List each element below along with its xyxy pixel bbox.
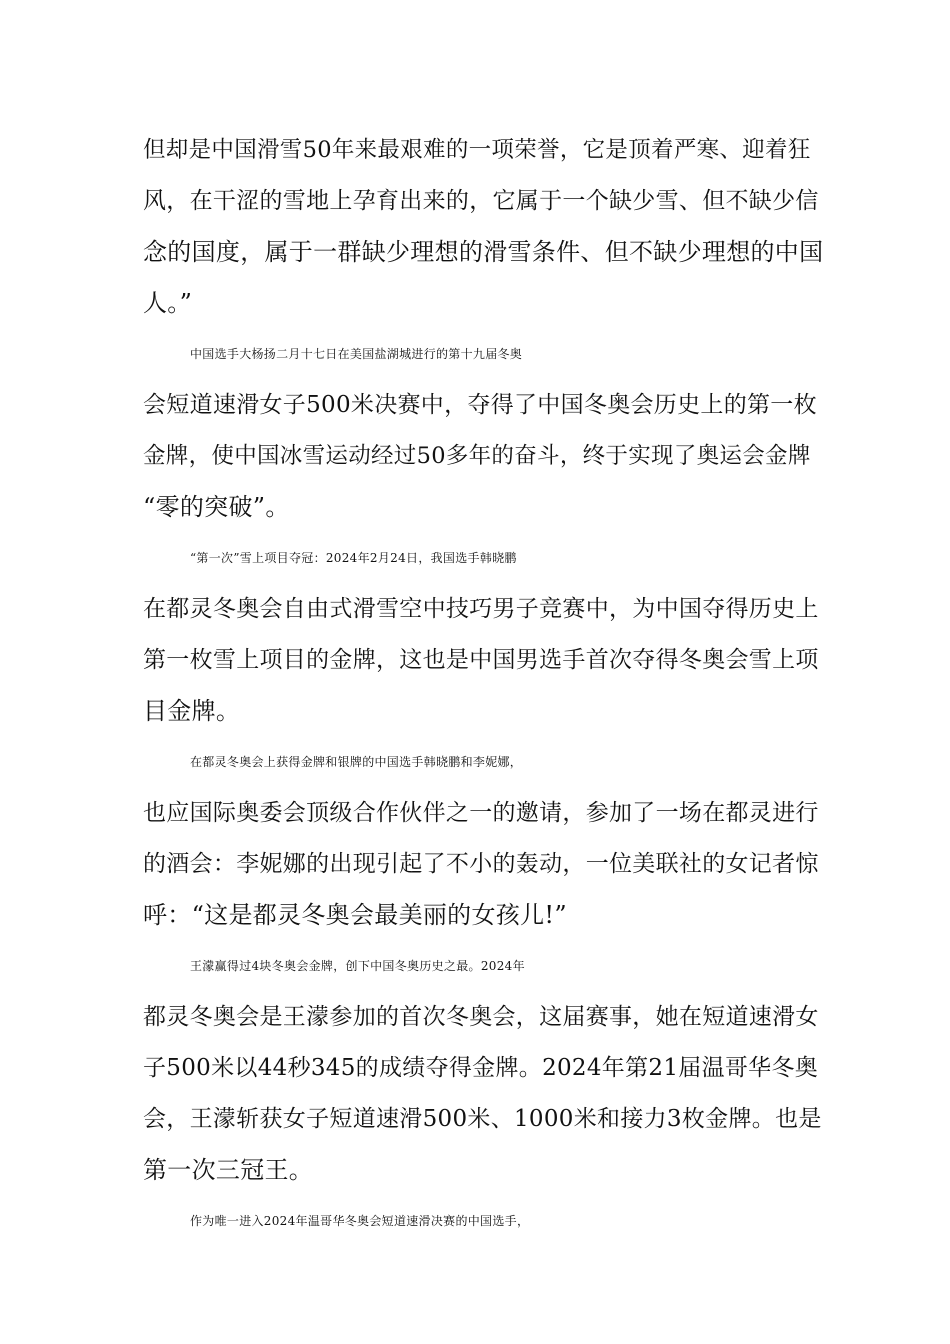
text-line: 会，王濛斩获女子短道速滑500米、1000米和接力3枚金牌。也是 bbox=[143, 1106, 822, 1132]
text-line: 会短道速滑女子500米决赛中，夺得了中国冬奥会历史上的第一枚 bbox=[143, 392, 817, 418]
paragraph-first-line: 王濛赢得过4块冬奥会金牌，创下中国冬奥历史之最。2024年 bbox=[190, 959, 525, 973]
text-line: 念的国度，属于一群缺少理想的滑雪条件、但不缺少理想的中国 bbox=[143, 238, 824, 266]
text-line: 呼：“这是都灵冬奥会最美丽的女孩儿!” bbox=[143, 901, 567, 929]
text-line: 但却是中国滑雪50年来最艰难的一项荣誉，它是顶着严寒、迎着狂 bbox=[143, 137, 811, 163]
text-line: 风，在干涩的雪地上孕育出来的，它属于一个缺少雪、但不缺少信 bbox=[143, 188, 819, 214]
text-line: 第一枚雪上项目的金牌，这也是中国男选手首次夺得冬奥会雪上项 bbox=[143, 647, 819, 673]
text-line: 在都灵冬奥会自由式滑雪空中技巧男子竞赛中，为中国夺得历史上 bbox=[143, 596, 819, 622]
text-line: 目金牌。 bbox=[143, 697, 241, 725]
text-line: 的酒会：李妮娜的出现引起了不小的轰动，一位美联社的女记者惊 bbox=[143, 851, 819, 877]
text-line: 也应国际奥委会顶级合作伙伴之一的邀请，参加了一场在都灵进行 bbox=[143, 800, 819, 826]
text-line: 第一次三冠王。 bbox=[143, 1156, 314, 1184]
text-line: 都灵冬奥会是王濛参加的首次冬奥会，这届赛事，她在短道速滑女 bbox=[143, 1004, 819, 1030]
paragraph-first-line: 中国选手大杨扬二月十七日在美国盐湖城进行的第十九届冬奥 bbox=[190, 347, 523, 361]
text-line: 人。” bbox=[143, 289, 193, 317]
text-line: “零的突破”。 bbox=[143, 493, 290, 521]
paragraph-first-line: “第一次”雪上项目夺冠：2024年2月24日，我国选手韩晓鹏 bbox=[190, 551, 517, 565]
paragraph-first-line: 在都灵冬奥会上获得金牌和银牌的中国选手韩晓鹏和李妮娜， bbox=[190, 755, 523, 769]
text-line: 子500米以44秒345的成绩夺得金牌。2024年第21届温哥华冬奥 bbox=[143, 1055, 819, 1081]
text-line: 金牌，使中国冰雪运动经过50多年的奋斗，终于实现了奥运会金牌 bbox=[143, 443, 811, 469]
paragraph-first-line: 作为唯一进入2024年温哥华冬奥会短道速滑决赛的中国选手， bbox=[190, 1214, 530, 1228]
